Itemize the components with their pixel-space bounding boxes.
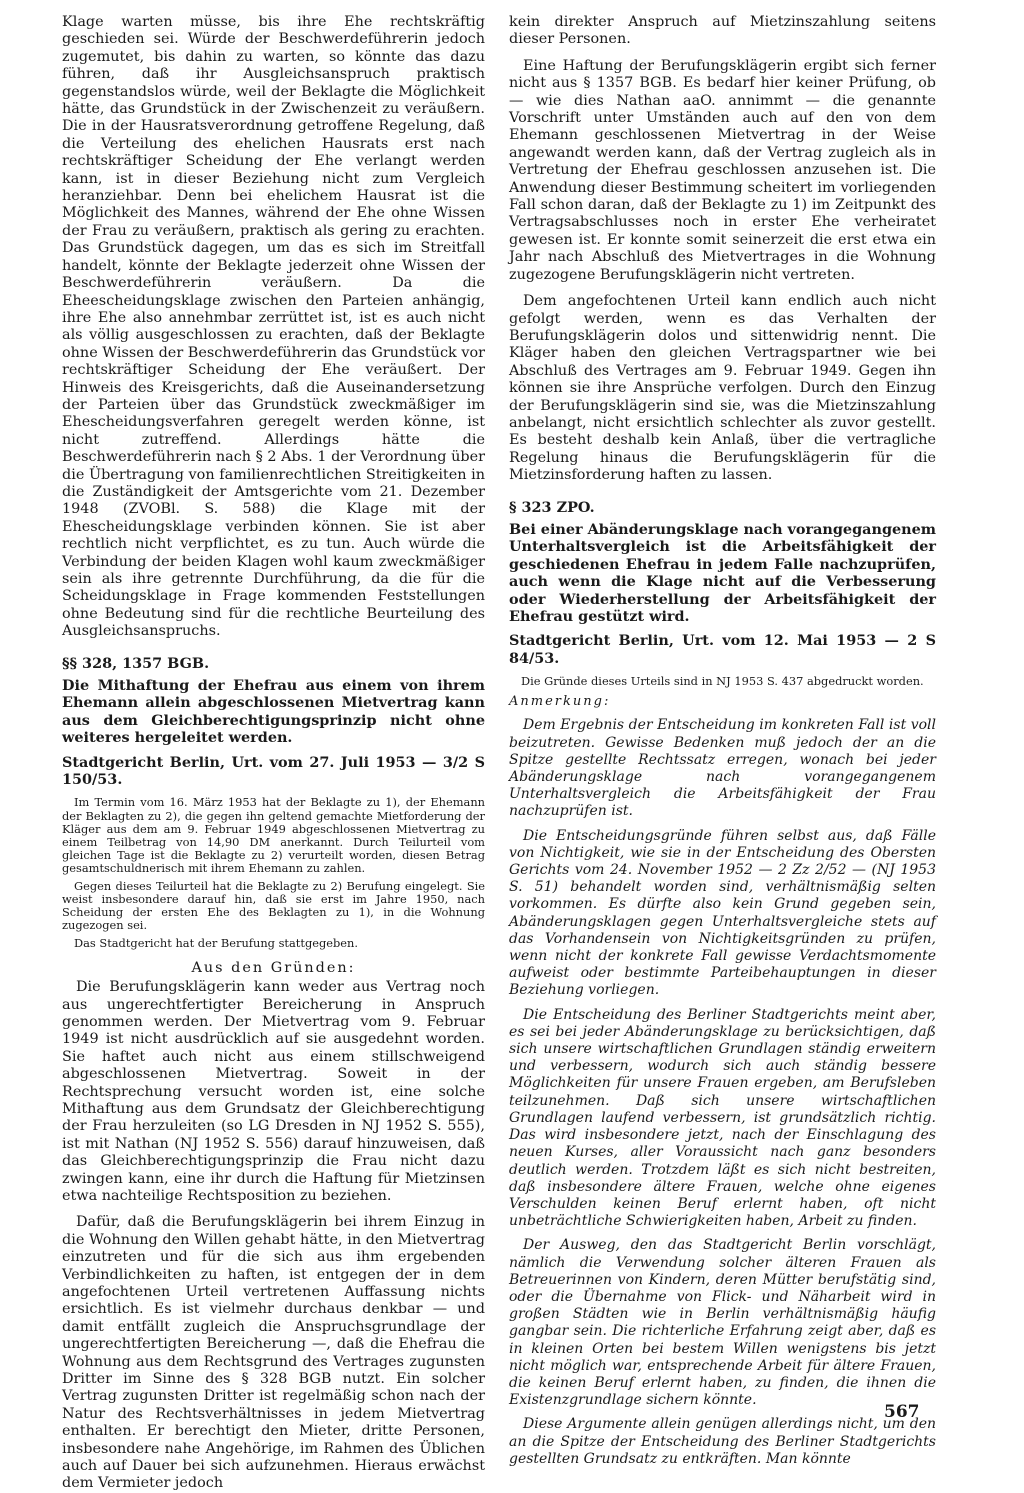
section-reference: §§ 328, 1357 BGB.	[62, 654, 210, 672]
paragraph-continued: Klage warten müsse, bis ihre Ehe rechtskräftig geschieden sei. Würde der Beschwerdeführerin jedoch zugemutet, bis dahin zu warten, so könnte das dazu führen, daß ihr Ausgleichsanspruch praktisch gegenstandslos würde, weil der Beklagte die Möglichkeit hätte, das Grundstück in der Zwischenzeit zu veräußern. Die in der Hausratsverordnung getroffene Regelung, daß die Verteilung des ehelichen Hausrats erst nach rechtskräftiger Scheidung der Ehe verlangt werden kann, ist in dieser Beziehung nicht zum Vergleich heranziehbar. Denn bei ehelichem Hausrat ist die Möglichkeit des Mannes, während der Ehe ohne Wissen der Frau zu veräußern, praktisch als gering zu erachten. Das Grundstück dagegen, um das es sich im Streitfall handelt, könnte der Beklagte jederzeit ohne Wissen der Beschwerdeführerin veräußern. Da die Eheescheidungsklage zwischen den Parteien anhängig, ihre Ehe also annehmbar zerrüttet ist, ist es auch nicht als völlig ausgeschlossen zu erachten, daß der Beklagte ohne Wissen der Beschwerdeführerin das Grundstück vor rechtskräftiger Scheidung der Ehe veräußert. Der Hinweis des Kreisgerichts, daß die Auseinandersetzung der Parteien über das Grundstück zweckmäßiger im Ehescheidungsverfahren geregelt werden könne, ist nicht zutreffend. Allerdings hätte die Beschwerdeführerin nach § 2 Abs. 1 der Verordnung über die Übertragung von familienrechtlichen Streitigkeiten in die Zuständigkeit der Amtsgerichte vom 21. Dezember 1948 (ZVOBl. S. 588) die Klage mit der Ehescheidungsklage verbinden können. Sie ist aber rechtlich nicht verpflichtet, es zu tun. Auch würde die Verbindung der beiden Klagen wohl kaum zweckmäßiger sein als ihre getrennte Durchführung, da die für die Scheidungsklage in Frage kommenden Feststellungen ohne Bedeutung sind für die rechtliche Beurteilung des Ausgleichsanspruchs.	[62, 14, 485, 640]
annotation-paragraph: Der Ausweg, den das Stadtgericht Berlin vorschlägt, nämlich die Verwendung solcher älteren Frauen als Betreuerinnen von Kindern, deren Mütter berufstätig sind, oder die Übernahme von Flick- und Näharbeit wird in großen Städten wie in Berlin verhältnismäßig häufig gangbar sein. Die richterliche Erfahrung zeigt aber, daß es in kleinen Orten bei bestem Willen wenigstens bis jetzt nicht möglich war, entsprechende Arbeit für ältere Frauen, die keinen Beruf erlernt haben, zu finden, die ihnen die Existenzgrundlage sichern könnte.	[509, 1237, 936, 1409]
annotation-paragraph: Diese Argumente allein genügen allerdings nicht, um den an die Spitze der Entscheidung des Berliner Stadtgerichts gestellten Grundsatz zu entkräften. Man könnte	[509, 1416, 936, 1467]
body-paragraph: Eine Haftung der Berufungsklägerin ergibt sich ferner nicht aus § 1357 BGB. Es bedarf hier keiner Prüfung, ob — wie dies Nathan aaO. annimmt — die genannte Vorschrift unter Umständen auch auf den von dem Ehemann geschlossenen Mietvertrag in der Weise angewandt werden kann, daß der Vertrag zugleich als in Vertretung der Ehefrau geschlossen anzusehen ist. Die Anwendung dieser Bestimmung scheitert im vorliegenden Fall schon daran, daß der Beklagte zu 1) im Zeitpunkt des Vertragsabschlusses noch in erster Ehe verheiratet gewesen ist. Er konnte somit seinerzeit die erst etwa ein Jahr nach Abschluß des Mietvertrages in die Wohnung zugezogene Berufungsklägerin nicht vertreten.	[509, 57, 936, 283]
annotation-paragraph: Die Entscheidungsgründe führen selbst aus, daß Fälle von Nichtigkeit, wie sie in der Entscheidung des Obersten Gerichts vom 24. November 1952 — 2 Zz 2/52 — (NJ 1953 S. 51) behandelt worden sind, verhältnismäßig selten vorkommen. Es dürfte also kein Grund gegeben sein, Abänderungsklagen gegen Unterhaltsvergleiche stets auf das Vorhandensein von Nichtigkeitsgründen zu prüfen, wenn nicht der konkrete Fall gewisse Verdachtsmomente aufweist oder bestimmte Parteibehauptungen in dieser Beziehung vorliegen.	[509, 827, 936, 999]
left-column	[62, 14, 485, 1493]
right-column	[509, 14, 936, 1468]
headnote: Die Mithaftung der Ehefrau aus einem von ihrem Ehemann allein abgeschlossenen Mietvertrag kann aus dem Gleichberechtigungsprinzip nicht ohne weiteres hergeleitet werden.	[62, 677, 485, 747]
reasons-heading: Aus den Gründen:	[191, 959, 356, 976]
annotation-paragraph: Die Entscheidung des Berliner Stadtgerichts meint aber, es sei bei jeder Abänderungsklage zu berücksichtigen, daß sich unsere wirtschaftlichen Grundlagen ständig erweitern und verbessern, wodurch sich auch ständig bessere Möglichkeiten für unsere Frauen ergeben, am Berufsleben teilzunehmen. Daß sich unsere wirtschaftlichen Grundlagen laufend verbessern, ist grundsätzlich richtig. Das wird insbesondere jetzt, nach der Einschlagung des neuen Kurses, aller Voraussicht nach ganz besonders deutlich werden. Trotzdem läßt es sich nicht bestreiten, daß insbesondere ältere Frauen, welche ohne eigenes Verschulden keinen Beruf erlernt haben, oft nicht unbeträchtliche Schwierigkeiten haben, Arbeit zu finden.	[509, 1006, 936, 1230]
section-reference: § 323 ZPO.	[509, 498, 595, 516]
body-paragraph: Die Berufungsklägerin kann weder aus Vertrag noch aus ungerechtfertigter Bereicherung in Anspruch genommen werden. Der Mietvertrag vom 9. Februar 1949 ist nicht ausdrücklich auf sie ausgedehnt worden. Sie haftet auch nicht aus einem stillschweigend abgeschlossenen Mietvertrag. Soweit in der Rechtsprechung versucht worden ist, eine solche Mithaftung aus dem Grundsatz der Gleichberechtigung der Frau herzuleiten (so LG Dresden in NJ 1952 S. 555), ist mit Nathan (NJ 1952 S. 556) darauf hinzuweisen, daß das Gleichberechtigungsprinzip die Frau nicht dazu zwingen kann, eine ihr durch die Haftung für Mietzinsen etwa nachteilige Rechtsposition zu beziehen.	[62, 979, 485, 1204]
page-number: 567	[884, 1402, 920, 1422]
annotation-paragraph: Dem Ergebnis der Entscheidung im konkreten Fall ist voll beizutreten. Gewisse Bedenken muß jedoch der an die Spitze gestellte Rechtssatz erregen, wonach bei jeder Abänderungsklage nach vorangegangenem Unterhaltsvergleich die Arbeitsfähigkeit der Frau nachzuprüfen ist.	[509, 717, 936, 820]
body-paragraph: Dem angefochtenen Urteil kann endlich auch nicht gefolgt werden, wenn es das Verhalten der Berufungsklägerin dolos und sittenwidrig nennt. Die Kläger haben den gleichen Vertragspartner wie bei Abschluß des Vertrages am 9. Februar 1949. Gegen ihn können sie ihre Ansprüche verfolgen. Durch den Einzug der Berufungsklägerin sind sie, was die Mietzinszahlung anbelangt, nicht ersichtlich schlechter als zuvor gestellt. Es besteht deshalb kein Anlaß, über die vertragliche Regelung hinaus die Berufungsklägerin für die Mietzinsforderung haften zu lassen.	[509, 293, 936, 484]
case-facts-paragraph: Im Termin vom 16. März 1953 hat der Beklagte zu 1), der Ehemann der Beklagten zu 2), die gegen ihn geltend gemachte Mietforderung der Kläger aus dem am 9. Februar 1949 abgeschlossenen Mietvertrag zu einem Teilbetrag von 14,90 DM anerkannt. Durch Teilurteil vom gleichen Tage ist die Beklagte zu 2) verurteilt worden, diesen Betrag gesamtschuldnerisch mit ihrem Ehemann zu zahlen.	[62, 795, 485, 876]
court-citation: Stadtgericht Berlin, Urt. vom 27. Juli 1953 — 3/2 S 150/53.	[62, 753, 485, 789]
case-facts-paragraph: Die Gründe dieses Urteils sind in NJ 1953 S. 437 abgedruckt worden.	[521, 674, 924, 689]
annotation-label: Anmerkung:	[509, 694, 611, 710]
court-citation: Stadtgericht Berlin, Urt. vom 12. Mai 1953 — 2 S 84/53.	[509, 632, 936, 667]
paragraph-continued: kein direkter Anspruch auf Mietzinszahlung seitens dieser Personen.	[509, 14, 936, 48]
case-facts-paragraph: Das Stadtgericht hat der Berufung stattgegeben.	[74, 935, 359, 950]
headnote: Bei einer Abänderungsklage nach vorangegangenem Unterhaltsvergleich ist die Arbeitsfähigkeit der geschiedenen Ehefrau in jedem Falle nachzuprüfen, auch wenn die Klage nicht auf die Verbesserung oder Wiederherstellung der Arbeitsfähigkeit der Ehefrau gestützt wird.	[509, 520, 937, 625]
body-paragraph: Dafür, daß die Berufungsklägerin bei ihrem Einzug in die Wohnung den Willen gehabt hätte, in den Mietvertrag einzutreten und für die sich aus ihm ergebenden Verbindlichkeiten zu haften, ist entgegen der in dem angefochtenen Urteil vertretenen Auffassung nichts ersichtlich. Es ist vielmehr durchaus denkbar — und damit entfällt zugleich die Anspruchsgrundlage der ungerechtfertigten Bereicherung —, daß die Ehefrau die Wohnung aus dem Rechtsgrund des Vertrages zugunsten Dritter im Sinne des § 328 BGB nutzt. Ein solcher Vertrag zugunsten Dritter ist regelmäßig schon nach der Natur des Rechtsverhältnisses in jedem Mietvertrag enthalten. Er berechtigt den Mieter, dritte Personen, insbesondere nahe Angehörige, im Rahmen des Üblichen auch auf Dauer bei sich aufzunehmen. Hieraus erwächst dem Vermieter jedoch	[62, 1214, 485, 1492]
case-facts-paragraph: Gegen dieses Teilurteil hat die Beklagte zu 2) Berufung eingelegt. Sie weist insbesondere darauf hin, daß sie erst im Jahre 1950, nach Scheidung der ersten Ehe des Beklagten zu 1), in die Wohnung zugezogen sei.	[62, 878, 485, 933]
